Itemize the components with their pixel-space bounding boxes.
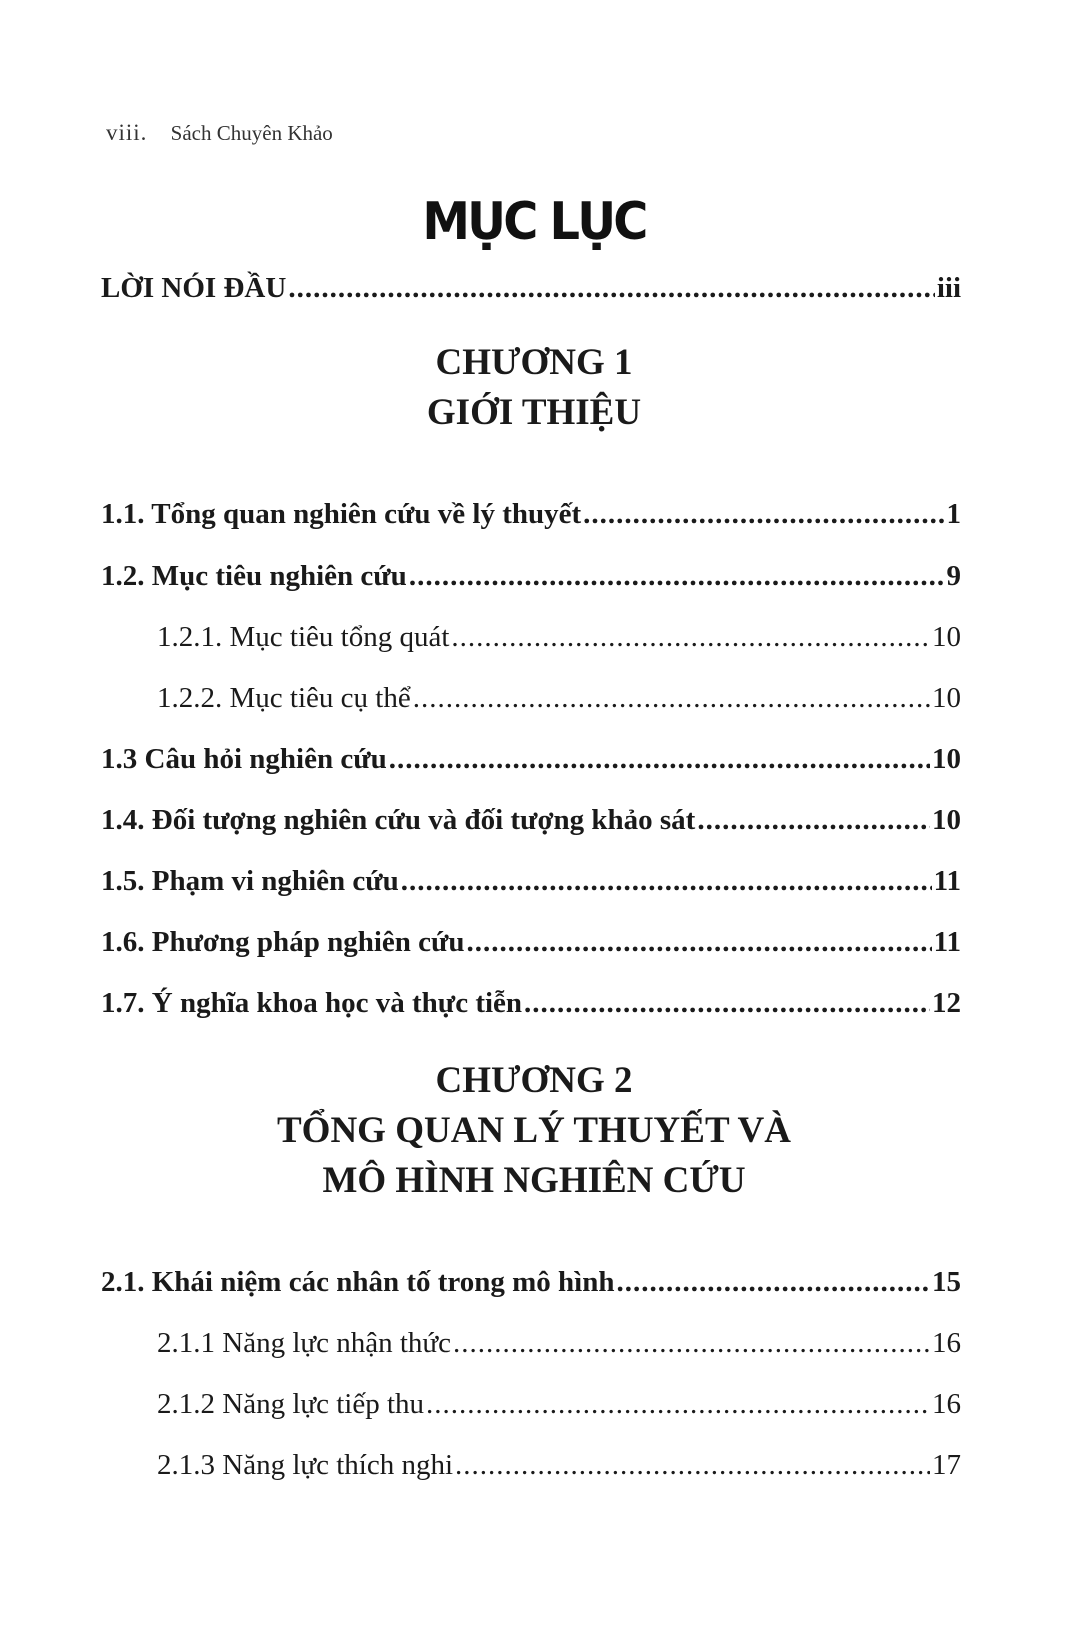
book-title: Sách Chuyên Khảo <box>170 121 333 145</box>
toc-entry[interactable] <box>101 556 961 596</box>
leader-dots <box>413 678 930 718</box>
toc-page: 15 <box>932 1266 961 1298</box>
chapter-2-title-line2: MÔ HÌNH NGHIÊN CỨU <box>322 1160 746 1201</box>
chapter-2-heading: CHƯƠNG 2 <box>435 1060 633 1101</box>
toc-label: 1.2.2. Mục tiêu cụ thể <box>157 682 411 714</box>
leader-dots <box>467 922 932 962</box>
toc-label: 1.7. Ý nghĩa khoa học và thực tiễn <box>101 987 523 1019</box>
toc-label: 1.1. Tổng quan nghiên cứu về lý thuyết <box>101 498 582 530</box>
toc-entry-preface[interactable] <box>101 268 961 308</box>
leader-dots <box>616 1262 930 1302</box>
leader-dots <box>583 494 944 534</box>
leader-dots <box>455 1445 930 1485</box>
toc-label: 1.6. Phương pháp nghiên cứu <box>101 926 465 958</box>
toc-label: 2.1.2 Năng lực tiếp thu <box>157 1388 425 1420</box>
toc-subentry[interactable] <box>157 1384 961 1424</box>
chapter-1-title: GIỚI THIỆU <box>426 392 642 433</box>
leader-dots <box>451 617 930 657</box>
page-title: MỤC LỤC <box>422 192 646 252</box>
toc-page: 1 <box>946 498 961 530</box>
toc-page: 16 <box>932 1388 961 1420</box>
toc-label: 1.5. Phạm vi nghiên cứu <box>101 865 399 897</box>
toc-subentry[interactable] <box>157 617 961 657</box>
chapter-1-heading: CHƯƠNG 1 <box>435 342 633 383</box>
toc-page: 12 <box>932 987 961 1019</box>
leader-dots <box>524 983 930 1023</box>
toc-label: 2.1. Khái niệm các nhân tố trong mô hình <box>101 1266 615 1298</box>
page-number: viii. <box>106 120 148 145</box>
toc-label: 1.2.1. Mục tiêu tổng quát <box>157 621 450 653</box>
toc-entry[interactable] <box>101 494 961 534</box>
toc-page: 11 <box>933 926 961 958</box>
leader-dots <box>401 861 932 901</box>
toc-page: 10 <box>932 804 961 836</box>
leader-dots <box>409 556 945 596</box>
toc-subentry[interactable] <box>157 1445 961 1485</box>
toc-label: 1.3 Câu hỏi nghiên cứu <box>101 743 387 775</box>
toc-page: iii <box>936 272 961 304</box>
toc-label: 1.4. Đối tượng nghiên cứu và đối tượng khảo sát <box>101 804 696 836</box>
leader-dots <box>426 1384 930 1424</box>
toc-label: LỜI NÓI ĐẦU <box>101 272 287 304</box>
leader-dots <box>697 800 930 840</box>
toc-entry[interactable] <box>101 739 961 779</box>
running-header <box>106 120 333 146</box>
toc-page: 17 <box>932 1449 961 1481</box>
toc-entry[interactable] <box>101 800 961 840</box>
toc-label: 1.2. Mục tiêu nghiên cứu <box>101 560 407 592</box>
toc-page: 11 <box>933 865 961 897</box>
toc-subentry[interactable] <box>157 1323 961 1363</box>
toc-page: 9 <box>946 560 961 592</box>
leader-dots <box>389 739 930 779</box>
toc-page: 16 <box>932 1327 961 1359</box>
leader-dots <box>453 1323 930 1363</box>
toc-page: 10 <box>932 621 961 653</box>
toc-page: 10 <box>932 743 961 775</box>
toc-page: 10 <box>932 682 961 714</box>
leader-dots <box>288 268 935 308</box>
toc-label: 2.1.3 Năng lực thích nghi <box>157 1449 454 1481</box>
toc-label: 2.1.1 Năng lực nhận thức <box>157 1327 451 1359</box>
toc-subentry[interactable] <box>157 678 961 718</box>
toc-entry[interactable] <box>101 983 961 1023</box>
toc-entry[interactable] <box>101 922 961 962</box>
chapter-2-title-line1: TỔNG QUAN LÝ THUYẾT VÀ <box>277 1110 791 1151</box>
toc-entry[interactable] <box>101 861 961 901</box>
toc-entry[interactable] <box>101 1262 961 1302</box>
